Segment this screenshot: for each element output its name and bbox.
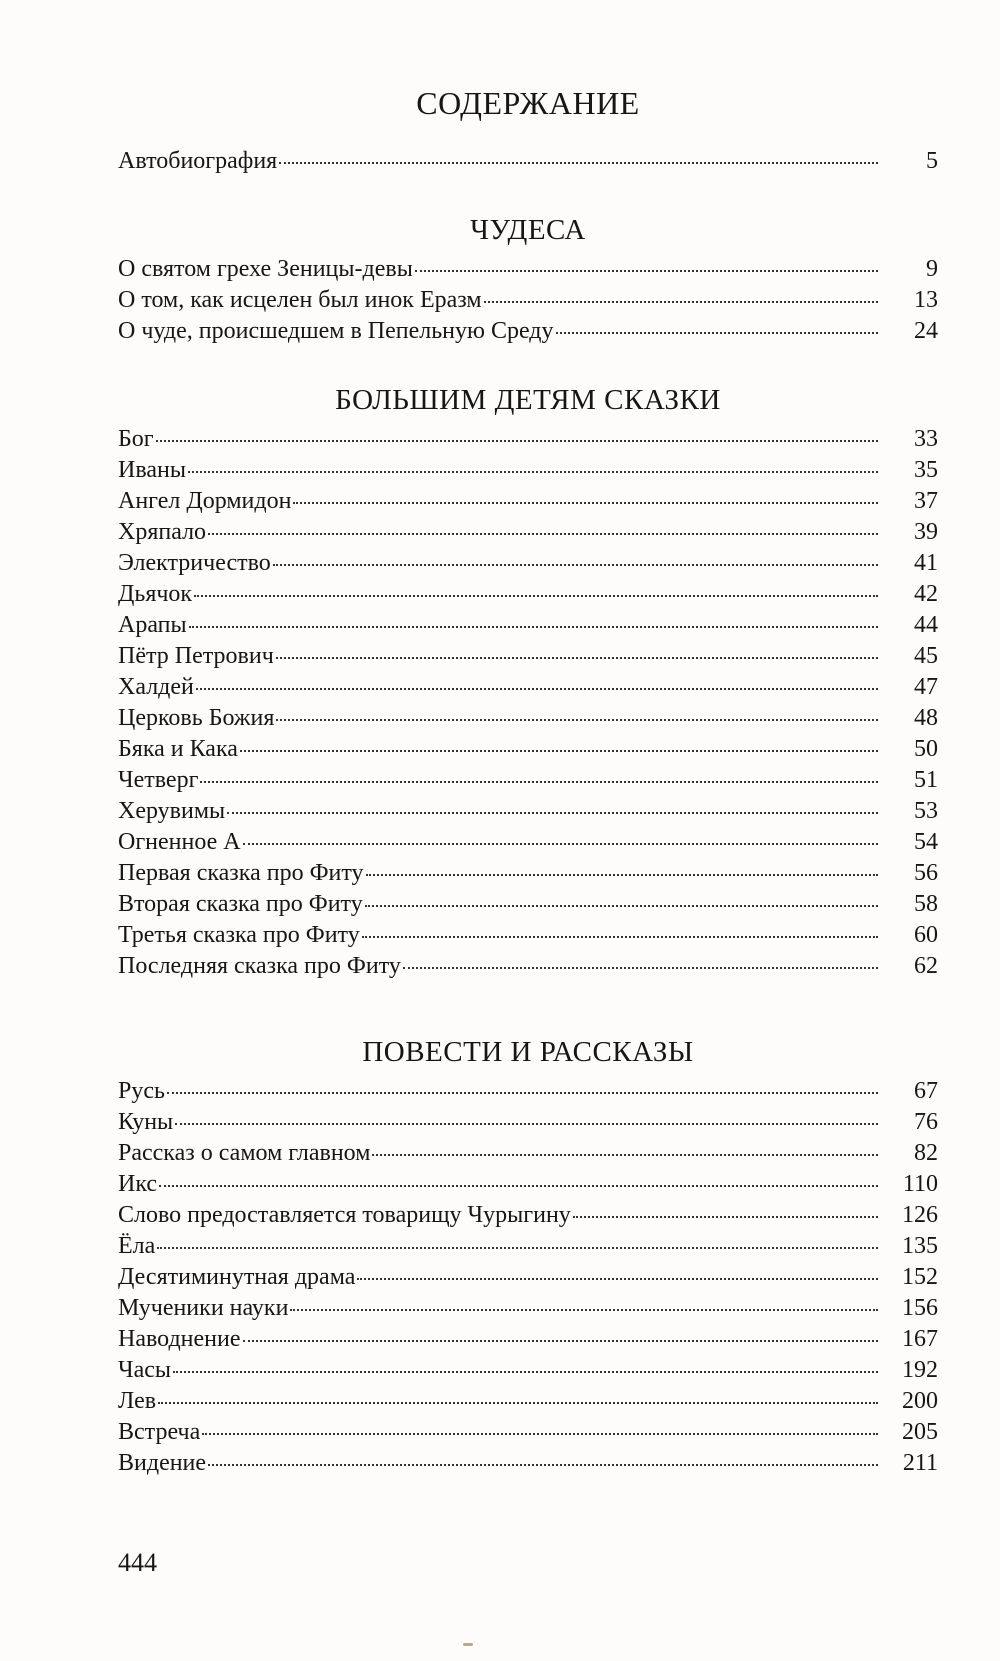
dot-leader bbox=[415, 270, 878, 272]
dot-leader bbox=[159, 1185, 878, 1187]
entry-title: Арапы bbox=[118, 612, 187, 638]
entry-title: Четверг bbox=[118, 767, 199, 793]
toc-entry bbox=[118, 1386, 938, 1417]
dot-leader bbox=[484, 301, 878, 303]
entry-title: Третья сказка про Фиту bbox=[118, 922, 360, 948]
entry-page-number: 82 bbox=[914, 1140, 938, 1166]
section-heading: БОЛЬШИМ ДЕТЯМ СКАЗКИ bbox=[335, 384, 721, 416]
section-spacer bbox=[118, 177, 938, 210]
toc-entry bbox=[118, 858, 938, 889]
dot-leader bbox=[573, 1216, 878, 1218]
entry-title: Десятиминутная драма bbox=[118, 1264, 356, 1290]
entry-title: О святом грехе Зеницы-девы bbox=[118, 256, 413, 282]
entry-page-number: 41 bbox=[914, 550, 938, 576]
dot-leader bbox=[243, 843, 878, 845]
entry-title: Халдей bbox=[118, 674, 194, 700]
entry-title: Наводнение bbox=[118, 1326, 241, 1352]
toc-entry bbox=[118, 1231, 938, 1262]
toc-entry bbox=[118, 1076, 938, 1107]
entry-page-number: 5 bbox=[926, 148, 938, 174]
dot-leader bbox=[276, 657, 878, 659]
toc-section bbox=[118, 210, 938, 347]
toc-entry bbox=[118, 1417, 938, 1448]
dot-leader bbox=[173, 1371, 878, 1373]
dot-leader bbox=[276, 719, 878, 721]
toc-entry bbox=[118, 424, 938, 455]
dot-leader bbox=[240, 750, 878, 752]
dot-leader bbox=[366, 874, 878, 876]
entry-title: Бяка и Кака bbox=[118, 736, 238, 762]
entry-title: Русь bbox=[118, 1078, 165, 1104]
entry-title: Хряпало bbox=[118, 519, 207, 545]
toc-entry bbox=[118, 734, 938, 765]
toc-entry bbox=[118, 672, 938, 703]
entry-title: Лев bbox=[118, 1388, 157, 1414]
entry-title: Часы bbox=[118, 1357, 172, 1383]
entry-page-number: 58 bbox=[914, 891, 938, 917]
dot-leader bbox=[167, 1092, 878, 1094]
toc-sections bbox=[118, 177, 938, 1479]
entry-title: Церковь Божия bbox=[118, 705, 275, 731]
toc-entry bbox=[118, 486, 938, 517]
dot-leader bbox=[188, 471, 878, 473]
dot-leader bbox=[208, 533, 878, 535]
section-heading: ПОВЕСТИ И РАССКАЗЫ bbox=[362, 1036, 694, 1068]
section-heading: ЧУДЕСА bbox=[470, 214, 586, 246]
entry-page-number: 9 bbox=[926, 256, 938, 282]
entry-page-number: 76 bbox=[914, 1109, 938, 1135]
toc-entry bbox=[118, 796, 938, 827]
toc-entry bbox=[118, 548, 938, 579]
intro-list bbox=[118, 146, 938, 177]
entry-title: О том, как исцелен был инок Еразм bbox=[118, 287, 482, 313]
entry-page-number: 51 bbox=[914, 767, 938, 793]
dot-leader bbox=[243, 1340, 878, 1342]
toc-entry bbox=[118, 1262, 938, 1293]
entry-page-number: 156 bbox=[902, 1295, 938, 1321]
entry-page-number: 60 bbox=[914, 922, 938, 948]
entry-page-number: 53 bbox=[914, 798, 938, 824]
entry-page-number: 47 bbox=[914, 674, 938, 700]
section-entry-list bbox=[118, 424, 938, 982]
toc-entry bbox=[118, 1200, 938, 1231]
entry-page-number: 211 bbox=[902, 1450, 938, 1476]
dot-leader bbox=[157, 1247, 878, 1249]
entry-title: Пётр Петрович bbox=[118, 643, 274, 669]
toc-entry bbox=[118, 579, 938, 610]
entry-page-number: 67 bbox=[914, 1078, 938, 1104]
entry-page-number: 126 bbox=[902, 1202, 938, 1228]
dot-leader bbox=[357, 1278, 878, 1280]
entry-page-number: 62 bbox=[914, 953, 938, 979]
entry-page-number: 39 bbox=[914, 519, 938, 545]
dot-leader bbox=[194, 595, 878, 597]
entry-page-number: 33 bbox=[914, 426, 938, 452]
entry-title: Вторая сказка про Фиту bbox=[118, 891, 363, 917]
entry-page-number: 24 bbox=[914, 318, 938, 344]
toc-entry bbox=[118, 455, 938, 486]
toc-entry bbox=[118, 920, 938, 951]
dot-leader bbox=[273, 564, 878, 566]
entry-title: Видение bbox=[118, 1450, 207, 1476]
dot-leader bbox=[403, 967, 878, 969]
toc-section bbox=[118, 380, 938, 982]
dot-leader bbox=[208, 1464, 878, 1466]
entry-title: Первая сказка про Фиту bbox=[118, 860, 364, 886]
dot-leader bbox=[175, 1123, 878, 1125]
toc-entry bbox=[118, 146, 938, 177]
entry-page-number: 50 bbox=[914, 736, 938, 762]
toc-entry bbox=[118, 827, 938, 858]
dot-leader bbox=[372, 1154, 878, 1156]
entry-title: Автобиография bbox=[118, 148, 278, 174]
toc-entry bbox=[118, 517, 938, 548]
entry-title: Дьячок bbox=[118, 581, 193, 607]
toc-entry bbox=[118, 1324, 938, 1355]
toc-entry bbox=[118, 1169, 938, 1200]
entry-page-number: 167 bbox=[902, 1326, 938, 1352]
entry-page-number: 205 bbox=[902, 1419, 938, 1445]
toc-entry bbox=[118, 641, 938, 672]
dot-leader bbox=[362, 936, 878, 938]
page-number: 444 bbox=[118, 1548, 157, 1577]
entry-page-number: 54 bbox=[914, 829, 938, 855]
dot-leader bbox=[227, 812, 878, 814]
section-entry-list bbox=[118, 1076, 938, 1479]
entry-page-number: 42 bbox=[914, 581, 938, 607]
entry-title: Ангел Дормидон bbox=[118, 488, 292, 514]
print-mark bbox=[463, 1643, 473, 1646]
entry-page-number: 48 bbox=[914, 705, 938, 731]
dot-leader bbox=[279, 162, 878, 164]
toc-entry bbox=[118, 1293, 938, 1324]
toc-entry bbox=[118, 1138, 938, 1169]
entry-title: Ёла bbox=[118, 1233, 156, 1259]
dot-leader bbox=[158, 1402, 878, 1404]
entry-title: Мученики науки bbox=[118, 1295, 289, 1321]
toc-entry bbox=[118, 703, 938, 734]
dot-leader bbox=[156, 440, 878, 442]
entry-title: О чуде, происшедшем в Пепельную Среду bbox=[118, 318, 554, 344]
toc-entry bbox=[118, 316, 938, 347]
toc-entry bbox=[118, 1448, 938, 1479]
entry-title: Иваны bbox=[118, 457, 186, 483]
entry-title: Электричество bbox=[118, 550, 271, 576]
entry-title: Бог bbox=[118, 426, 154, 452]
toc-entry bbox=[118, 951, 938, 982]
entry-title: Последняя сказка про Фиту bbox=[118, 953, 401, 979]
toc-entry bbox=[118, 610, 938, 641]
dot-leader bbox=[556, 332, 878, 334]
entry-page-number: 152 bbox=[902, 1264, 938, 1290]
dot-leader bbox=[290, 1309, 878, 1311]
page-title: СОДЕРЖАНИЕ bbox=[416, 85, 640, 121]
entry-title: Куны bbox=[118, 1109, 174, 1135]
toc-entry bbox=[118, 765, 938, 796]
entry-title: Рассказ о самом главном bbox=[118, 1140, 371, 1166]
dot-leader bbox=[202, 1433, 878, 1435]
toc-entry bbox=[118, 889, 938, 920]
dot-leader bbox=[196, 688, 878, 690]
entry-page-number: 110 bbox=[902, 1171, 938, 1197]
dot-leader bbox=[189, 626, 878, 628]
dot-leader bbox=[365, 905, 878, 907]
section-spacer bbox=[118, 347, 938, 380]
entry-page-number: 200 bbox=[902, 1388, 938, 1414]
entry-title: Слово предоставляется товарищу Чурыгину bbox=[118, 1202, 571, 1228]
entry-title: Икс bbox=[118, 1171, 158, 1197]
entry-title: Встреча bbox=[118, 1419, 201, 1445]
entry-title: Херувимы bbox=[118, 798, 226, 824]
entry-page-number: 13 bbox=[914, 287, 938, 313]
entry-page-number: 135 bbox=[902, 1233, 938, 1259]
toc-section bbox=[118, 1032, 938, 1479]
toc-entry bbox=[118, 254, 938, 285]
dot-leader bbox=[200, 781, 878, 783]
dot-leader bbox=[293, 502, 878, 504]
toc-entry bbox=[118, 1107, 938, 1138]
entry-page-number: 44 bbox=[914, 612, 938, 638]
toc-entry bbox=[118, 1355, 938, 1386]
entry-page-number: 56 bbox=[914, 860, 938, 886]
table-of-contents bbox=[118, 80, 938, 1479]
entry-page-number: 45 bbox=[914, 643, 938, 669]
toc-entry bbox=[118, 285, 938, 316]
entry-page-number: 35 bbox=[914, 457, 938, 483]
entry-page-number: 192 bbox=[902, 1357, 938, 1383]
entry-title: Огненное А bbox=[118, 829, 241, 855]
section-spacer bbox=[118, 982, 938, 1032]
entry-page-number: 37 bbox=[914, 488, 938, 514]
section-entry-list bbox=[118, 254, 938, 347]
